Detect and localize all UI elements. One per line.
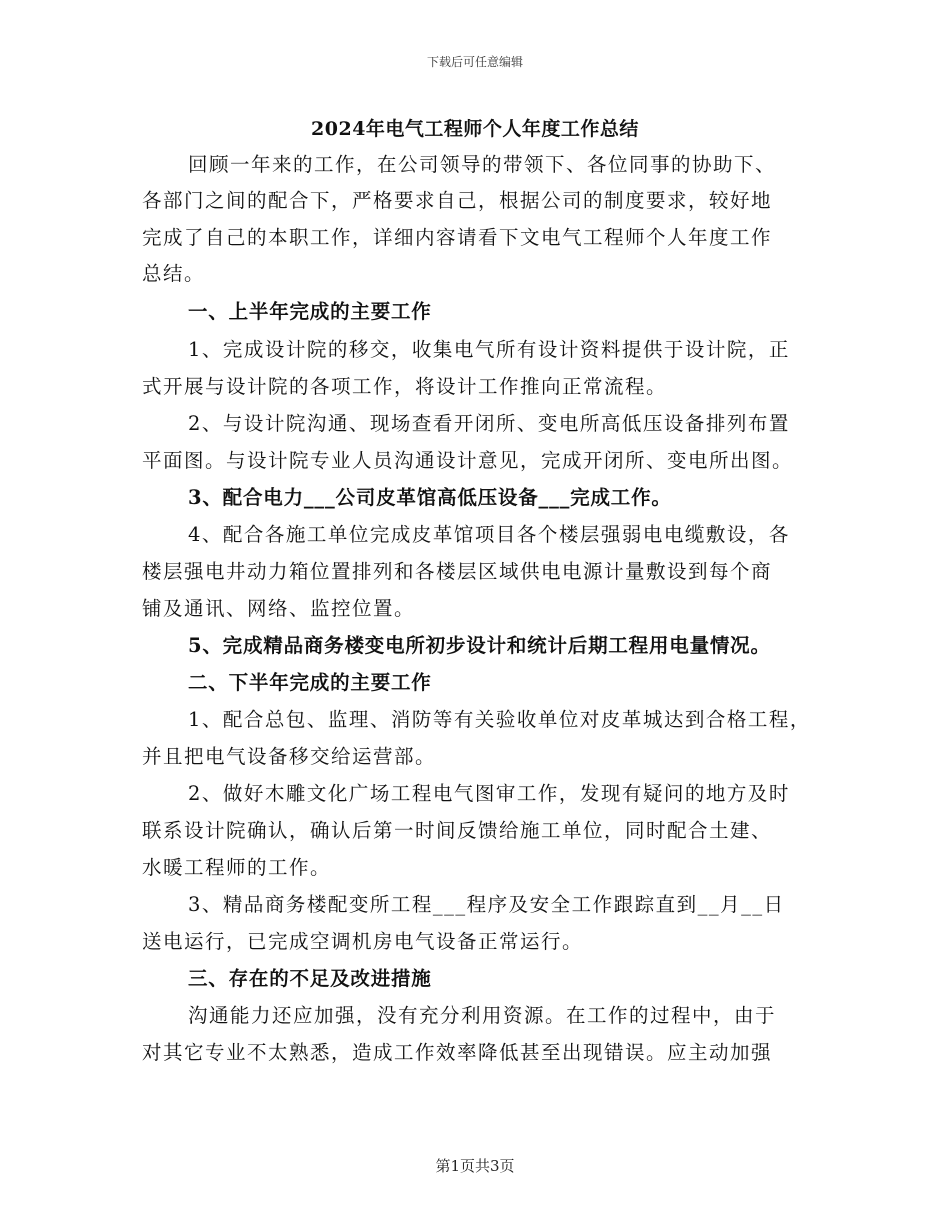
paragraph-line: 4、配合各施工单位完成皮革馆项目各个楼层强弱电电缆敷设，各 [188, 523, 790, 546]
paragraph-line: 总结。 [142, 262, 206, 285]
paragraph-line: 对其它专业不太熟悉，造成工作效率降低甚至出现错误。应主动加强 [142, 1041, 773, 1064]
paragraph-line: 铺及通讯、网络、监控位置。 [142, 597, 416, 620]
bold-item: 5、完成精品商务楼变电所初步设计和统计后期工程用电量情况。 [188, 634, 771, 657]
paragraph-line: 1、完成设计院的移交，收集电气所有设计资料提供于设计院，正 [188, 338, 790, 361]
paragraph-line: 各部门之间的配合下，严格要求自己，根据公司的制度要求，较好地 [142, 189, 773, 212]
bold-item: 3、配合电力___公司皮革馆高低压设备___完成工作。 [188, 486, 672, 509]
document-title: 2024年电气工程师个人年度工作总结 [311, 118, 639, 140]
paragraph-line: 并且把电气设备移交给运营部。 [142, 745, 437, 768]
paragraph-line: 1、配合总包、监理、消防等有关验收单位对皮革城达到合格工程， [188, 708, 811, 731]
section-heading: 二、下半年完成的主要工作 [188, 671, 432, 694]
section-heading: 三、存在的不足及改进措施 [188, 967, 432, 990]
paragraph-line: 水暖工程师的工作。 [142, 856, 332, 879]
paragraph-line: 楼层强电井动力箱位置排列和各楼层区域供电电源计量敷设到每个商 [142, 560, 773, 583]
paragraph-line: 平面图。与设计院专业人员沟通设计意见，完成开闭所、变电所出图。 [142, 449, 794, 472]
paragraph-line: 3、精品商务楼配变所工程___程序及安全工作跟踪直到__月__日 [188, 893, 785, 916]
paragraph-line: 送电运行，已完成空调机房电气设备正常运行。 [142, 930, 584, 953]
paragraph-line: 完成了自己的本职工作，详细内容请看下文电气工程师个人年度工作 [142, 226, 773, 249]
page-footer: 第1页共3页 [435, 1157, 515, 1175]
section-heading: 一、上半年完成的主要工作 [188, 300, 432, 323]
header-note: 下载后可任意编辑 [426, 55, 523, 69]
paragraph-line: 2、与设计院沟通、现场查看开闭所、变电所高低压设备排列布置 [188, 412, 790, 435]
paragraph-line: 沟通能力还应加强，没有充分利用资源。在工作的过程中，由于 [188, 1004, 777, 1027]
paragraph-line: 联系设计院确认，确认后第一时间反馈给施工单位，同时配合土建、 [142, 819, 773, 842]
paragraph-line: 式开展与设计院的各项工作，将设计工作推向正常流程。 [142, 375, 668, 398]
paragraph-line: 回顾一年来的工作，在公司领导的带领下、各位同事的协助下、 [188, 153, 777, 176]
paragraph-line: 2、做好木雕文化广场工程电气图审工作，发现有疑问的地方及时 [188, 782, 790, 805]
